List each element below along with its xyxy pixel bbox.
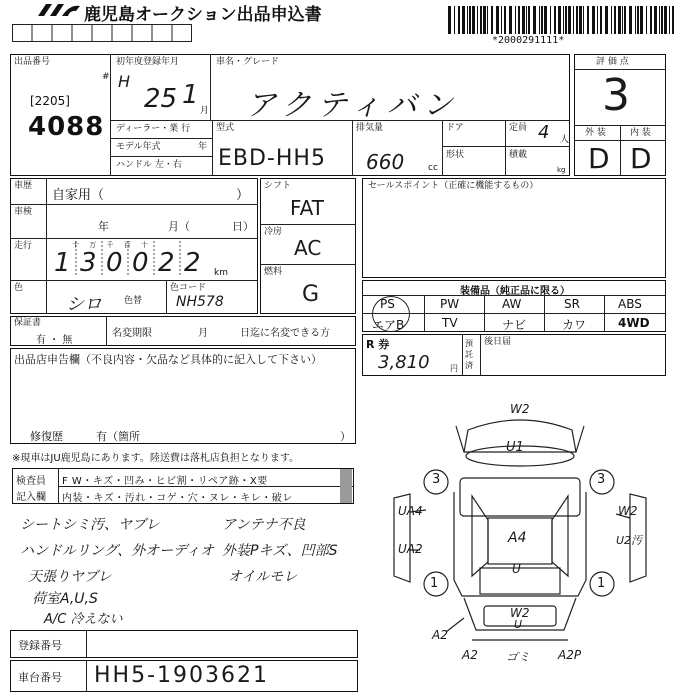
barcode-bar	[515, 6, 516, 34]
barcode-bar	[592, 6, 595, 34]
diagram-mark: A2P	[558, 648, 582, 662]
barcode-bar	[480, 6, 482, 34]
diagram-mark: U	[514, 618, 523, 631]
note-line: 天張りヤブレ	[28, 569, 112, 585]
barcode-bar	[504, 6, 506, 34]
sales-point-label: セールスポイント（正確に機能するもの）	[368, 181, 539, 191]
barcode-bar	[483, 6, 486, 34]
equip-tv: TV	[442, 316, 458, 330]
note-line: オイルモレ	[228, 569, 298, 585]
reg-year-label: 初年度登録年月	[116, 57, 180, 67]
equipment-title: 装備品（純正品に限る）	[460, 286, 570, 297]
barcode-bar	[554, 6, 556, 34]
barcode-bar	[565, 6, 567, 34]
note-line: A/C 冷えない	[44, 612, 123, 627]
barcode-bar	[573, 6, 574, 34]
barcode-bar	[568, 6, 571, 34]
repair-label: 修復歴	[30, 430, 63, 443]
load-label: 積載	[509, 150, 528, 160]
barcode-bar	[637, 6, 639, 34]
mileage-digit: 0	[106, 248, 123, 278]
barcode-bar	[496, 6, 499, 34]
barcode-bar	[583, 6, 584, 34]
barcode-bar	[487, 6, 488, 34]
barcode-bar	[576, 6, 578, 34]
barcode	[448, 6, 678, 34]
reg-year-year: 25	[144, 84, 178, 114]
interior-label: 内 装	[630, 128, 651, 138]
shift-label: シフト	[264, 181, 292, 191]
color-change-label: 色替	[124, 296, 143, 306]
grade-label: 評 価 点	[596, 57, 629, 67]
load-unit: kg	[557, 166, 566, 174]
mileage-digit: 2	[184, 248, 201, 278]
displacement-value: 660	[366, 150, 405, 174]
barcode-bar	[646, 6, 647, 34]
barcode-bar	[509, 6, 512, 34]
repair-close: ）	[340, 430, 351, 443]
capacity-unit: 人	[560, 135, 570, 145]
diagram-mark: UA2	[398, 542, 423, 556]
equip-sr: SR	[564, 297, 580, 311]
barcode-bar	[618, 6, 621, 34]
barcode-bar	[539, 6, 540, 34]
barcode-bar	[587, 6, 589, 34]
lot-hash: #	[102, 72, 110, 82]
barcode-bar	[614, 6, 616, 34]
mileage-digit: 3	[80, 248, 97, 278]
header-number-grid	[12, 24, 192, 42]
barcode-bar	[635, 6, 636, 34]
inspector-shade	[340, 469, 352, 503]
warranty-month: 月	[198, 328, 208, 339]
equip-airbag: エアB	[372, 318, 405, 332]
barcode-bar	[518, 6, 520, 34]
warranty-note: 日迄に名変できる方	[240, 328, 330, 339]
barcode-bar	[622, 6, 623, 34]
r-ticket-deposited: 預託済	[465, 339, 473, 370]
mileage-unit: km	[214, 268, 228, 278]
barcode-bar	[526, 6, 527, 34]
warranty-value: 有 ・ 無	[36, 335, 73, 346]
note-line: 外装Pキズ、凹部S	[222, 543, 338, 559]
model-value: EBD-HH5	[218, 146, 326, 171]
dealer-label: ディーラー・業 行	[116, 124, 191, 134]
barcode-bar	[491, 6, 493, 34]
shift-value: FAT	[290, 196, 325, 220]
mileage-digit: 0	[132, 248, 149, 278]
grade-value: 3	[602, 70, 630, 121]
inspector-label-2: 記入欄	[16, 492, 46, 503]
barcode-bar	[467, 6, 468, 34]
barcode-bar	[672, 6, 674, 34]
capacity-label: 定員	[509, 123, 528, 133]
damage-diagram	[380, 400, 680, 662]
barcode-bar	[624, 6, 626, 34]
shape-label: 形状	[446, 150, 465, 160]
model-year-unit: 年	[198, 142, 208, 152]
model-label: 型式	[216, 123, 235, 133]
barcode-bar	[454, 6, 455, 34]
barcode-bar	[650, 6, 652, 34]
inspection-label: 車検	[14, 207, 33, 217]
color-code-value: NH578	[176, 294, 224, 310]
barcode-bar	[654, 6, 657, 34]
barcode-bar	[477, 6, 478, 34]
equip-4wd: 4WD	[618, 316, 650, 330]
chassis-label: 車台番号	[18, 671, 62, 684]
fuel-label: 燃料	[264, 267, 283, 277]
lot-number: 4088	[28, 112, 105, 142]
r-ticket-label: R 券	[366, 338, 390, 351]
barcode-bar	[541, 6, 543, 34]
warranty-expiry: 名変期限	[112, 328, 152, 339]
exterior-value: D	[588, 142, 610, 175]
mileage-units-small: 十 万 千 百 十	[72, 241, 152, 249]
barcode-bar	[661, 6, 663, 34]
reg-year-month: 1	[182, 80, 199, 110]
note-line: ハンドルリング、外オーディオ	[20, 543, 215, 559]
barcode-bar	[659, 6, 660, 34]
barcode-bar	[550, 6, 551, 34]
diagram-mark: U	[512, 562, 521, 576]
barcode-bar	[600, 6, 602, 34]
r-ticket-value: 3,810	[378, 352, 430, 373]
diagram-mark: W2	[618, 504, 638, 518]
warranty-label: 保証書	[14, 318, 42, 328]
usage-label: 車歴	[14, 181, 33, 191]
inspection-day: 日）	[232, 220, 254, 233]
car-name-label: 車名・グレード	[216, 57, 280, 67]
diagram-mark: A2	[432, 628, 448, 642]
capacity-value: 4	[538, 122, 550, 143]
car-name-value: アクティバン	[246, 88, 459, 123]
color-value: シロ	[66, 294, 102, 315]
diagram-mark: W2	[510, 606, 530, 620]
diagram-mark: W2	[510, 402, 530, 416]
diagram-mark: 1	[430, 576, 439, 591]
diagram-mark: 3	[432, 472, 441, 487]
barcode-bar	[669, 6, 670, 34]
barcode-bar	[462, 6, 465, 34]
diagram-mark: 1	[597, 576, 606, 591]
barcode-bar	[611, 6, 612, 34]
r-ticket-unit: 円	[450, 364, 458, 373]
handle-label: ハンドル 左・右	[116, 160, 182, 170]
aircon-value: AC	[294, 236, 322, 260]
mileage-digit: 2	[158, 248, 175, 278]
exterior-label: 外 装	[585, 128, 606, 138]
equip-abs: ABS	[618, 297, 642, 311]
barcode-text: *2000291111*	[492, 35, 565, 46]
inspector-row-1: F W・キズ・凹み・ヒビ割・リペア跡・X要	[62, 476, 268, 487]
registration-section	[10, 630, 358, 658]
sales-point-section	[362, 178, 666, 278]
barcode-bar	[664, 6, 667, 34]
note-line: 荷室A,U,S	[32, 591, 98, 607]
r-ticket-later: 後日届	[484, 337, 512, 347]
mileage-label: 走行	[14, 241, 33, 251]
barcode-bar	[605, 6, 608, 34]
circle-mark	[372, 296, 410, 332]
diagram-mark: A4	[508, 530, 527, 546]
color-label: 色	[14, 283, 24, 293]
note-line: シートシミ汚、ヤブレ	[20, 517, 160, 533]
usage-close: ）	[236, 188, 250, 203]
reg-month-unit: 月	[200, 106, 210, 116]
lot-label: 出品番号	[14, 57, 51, 67]
declaration-label: 出品店申告欄（不良内容・欠品など具体的に記入して下さい）	[14, 353, 322, 366]
displacement-unit: cc	[428, 163, 438, 173]
equip-navi: ナビ	[502, 318, 527, 332]
registration-label: 登録番号	[18, 639, 62, 652]
equip-ps: PS	[380, 297, 395, 311]
barcode-bar	[558, 6, 561, 34]
barcode-bar	[563, 6, 564, 34]
barcode-bar	[544, 6, 547, 34]
usage-value: 自家用（	[52, 188, 105, 203]
equip-aw: AW	[502, 297, 522, 311]
barcode-bar	[469, 6, 471, 34]
lot-sub: [2205]	[30, 94, 70, 108]
diagram-mark: U1	[506, 440, 524, 455]
inspection-month: 月（	[168, 220, 190, 233]
barcode-bar	[640, 6, 643, 34]
fuel-value: G	[302, 282, 320, 307]
barcode-bar	[458, 6, 460, 34]
door-label: ドア	[446, 123, 464, 133]
notice-text: ※現車はJU鹿児島にあります。陸送費は落札店負担となります。	[12, 453, 300, 464]
form-title: 鹿児島オークション出品申込書	[84, 5, 322, 25]
barcode-bar	[629, 6, 632, 34]
inspection-year: 年	[98, 220, 109, 233]
reg-year-era: H	[118, 72, 131, 91]
barcode-bar	[448, 6, 451, 34]
chassis-value: HH5-1903621	[94, 663, 270, 688]
diagram-mark: ゴミ	[506, 650, 531, 664]
barcode-bar	[522, 6, 525, 34]
diagram-mark: 3	[597, 472, 606, 487]
barcode-bar	[472, 6, 475, 34]
diagram-mark: A2	[462, 648, 478, 662]
diagram-mark: UA4	[398, 504, 423, 518]
barcode-bar	[501, 6, 502, 34]
barcode-bar	[528, 6, 530, 34]
inspector-row-2: 内装・キズ・汚れ・コゲ・穴・ヌレ・キレ・破レ	[62, 493, 293, 504]
repair-value: 有（箇所	[96, 430, 140, 443]
displacement-label: 排気量	[356, 123, 384, 133]
interior-value: D	[630, 142, 652, 175]
inspector-label-1: 検査員	[16, 476, 46, 487]
barcode-bar	[597, 6, 598, 34]
model-year-label: モデル年式	[116, 142, 161, 152]
auction-logo	[36, 2, 82, 18]
color-code-label: 色コード	[170, 283, 207, 293]
barcode-bar	[533, 6, 536, 34]
equip-pw: PW	[440, 297, 460, 311]
aircon-label: 冷房	[264, 227, 283, 237]
barcode-bar	[579, 6, 582, 34]
equip-leather: カワ	[562, 318, 587, 332]
diagram-mark: U2汚	[616, 534, 643, 547]
mileage-digit: 1	[54, 248, 71, 278]
note-line: アンテナ不良	[222, 517, 306, 533]
